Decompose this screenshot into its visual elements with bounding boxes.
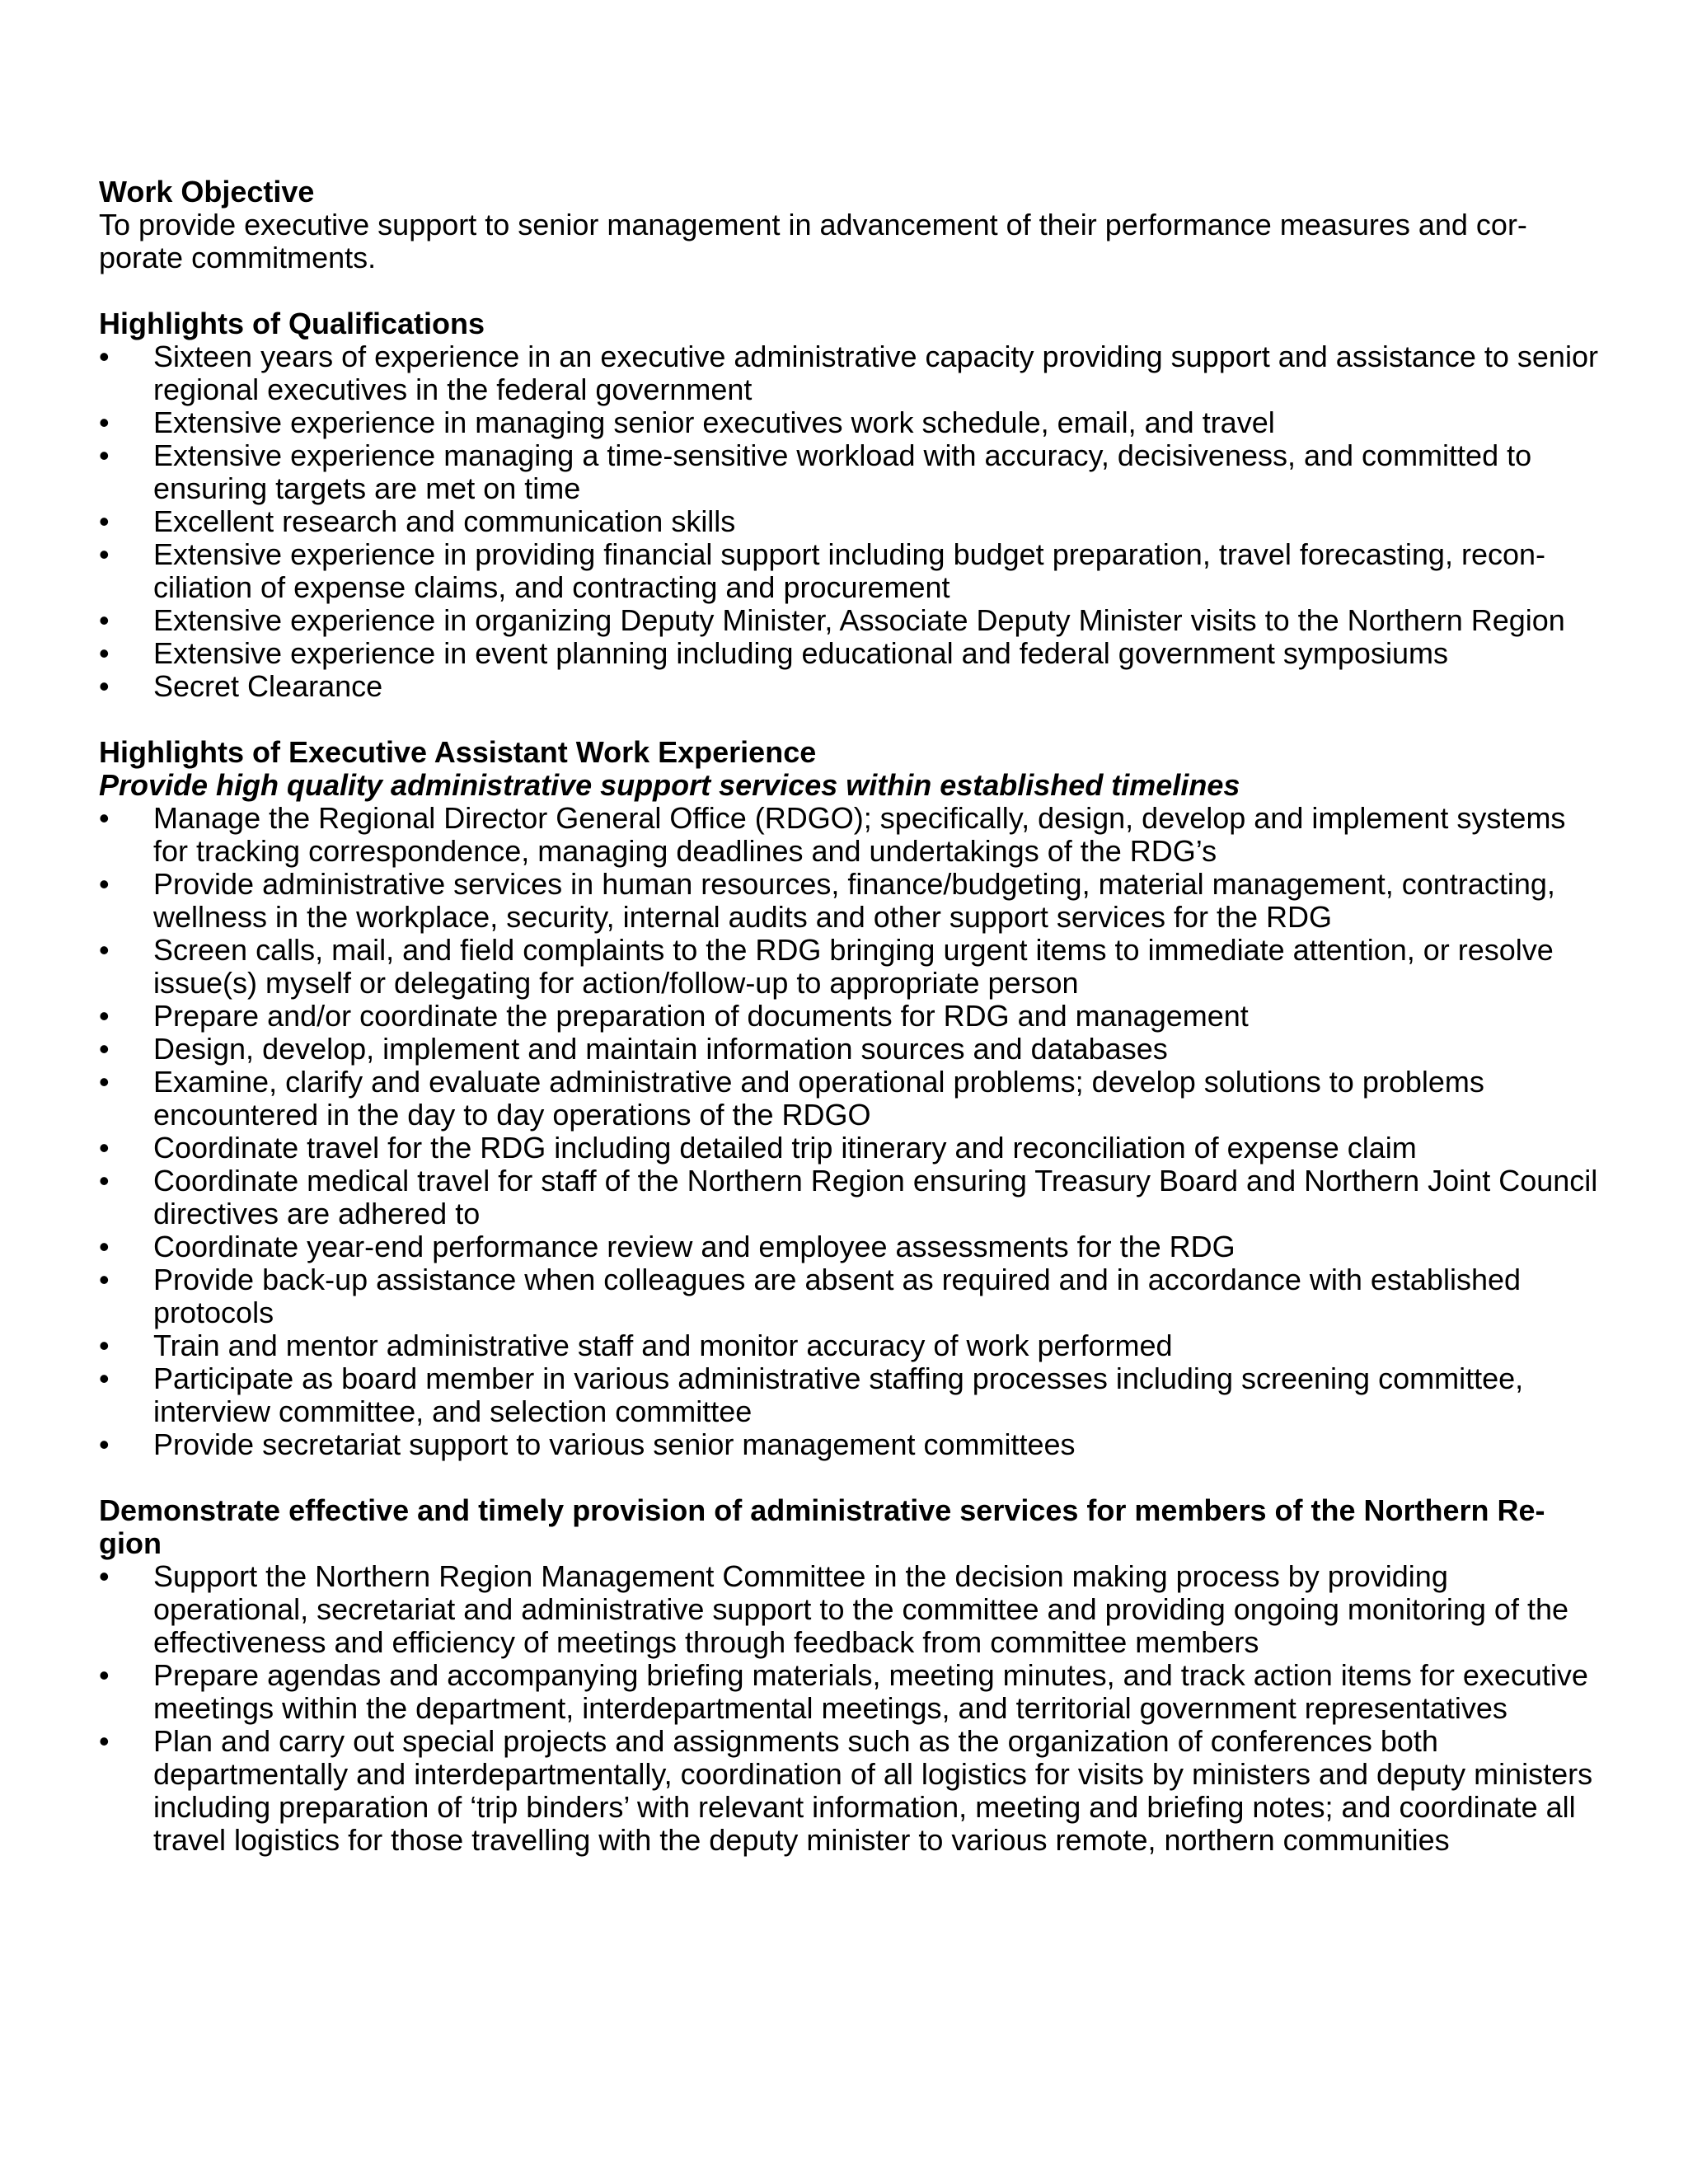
list-item-text: Coordinate year-end performance review and employee assessments for the RDG <box>153 1230 1236 1263</box>
bullet-icon: • <box>99 1131 110 1165</box>
bullet-icon: • <box>99 999 110 1033</box>
work-objective-section <box>99 176 1599 274</box>
list-item-text: Excellent research and communication skills <box>153 504 736 538</box>
bullet-icon: • <box>99 1065 110 1099</box>
qualifications-list <box>99 340 1599 703</box>
list-item <box>99 1033 1599 1066</box>
list-item <box>99 1066 1599 1132</box>
northern-region-heading-line-1: Demonstrate effective and timely provision of administrative services for members of the Northern Re- <box>99 1493 1545 1527</box>
bullet-icon: • <box>99 603 110 637</box>
bullet-icon: • <box>99 1329 110 1362</box>
bullet-icon: • <box>99 1032 110 1066</box>
northern-region-heading <box>99 1494 1599 1560</box>
bullet-icon: • <box>99 504 110 538</box>
bullet-icon: • <box>99 1559 110 1593</box>
bullet-icon: • <box>99 1361 110 1395</box>
list-item <box>99 1230 1599 1263</box>
experience-section <box>99 736 1599 1461</box>
list-item <box>99 1132 1599 1165</box>
bullet-icon: • <box>99 933 110 967</box>
list-item-text: Extensive experience in providing financial support including budget preparation, travel forecasting, recon-ciliation of expense claims, and contracting and procurement <box>153 537 1545 604</box>
work-objective-heading: Work Objective <box>99 175 315 209</box>
list-item-text: Participate as board member in various administrative staffing processes including screening committee, interview committee, and selection committee <box>153 1361 1524 1428</box>
work-objective-text-line-1: To provide executive support to senior management in advancement of their performance measures and cor- <box>99 208 1527 241</box>
bullet-icon: • <box>99 438 110 472</box>
list-item <box>99 637 1599 670</box>
list-item <box>99 439 1599 505</box>
bullet-icon: • <box>99 537 110 571</box>
bullet-icon: • <box>99 636 110 670</box>
list-item <box>99 1560 1599 1659</box>
list-item-text: Coordinate travel for the RDG including detailed trip itinerary and reconciliation of expense claim <box>153 1131 1417 1165</box>
list-item <box>99 1329 1599 1362</box>
list-item-text: Examine, clarify and evaluate administrative and operational problems; develop solutions to problems encountered in the day to day operations of the RDGO <box>153 1065 1484 1132</box>
bullet-icon: • <box>99 1164 110 1197</box>
list-item-text: Prepare and/or coordinate the preparation of documents for RDG and management <box>153 999 1249 1033</box>
list-item <box>99 340 1599 406</box>
list-item-text: Support the Northern Region Management Committee in the decision making process by providing operational, secretariat and administrative support to the committee and providing ongoing monitoring of the effectiveness and efficiency of meetings through feedback from committee members <box>153 1559 1568 1659</box>
list-item-text: Manage the Regional Director General Office (RDGO); specifically, design, develop and implement systems for tracking correspondence, managing deadlines and undertakings of the RDG’s <box>153 801 1566 868</box>
resume-page <box>99 176 1599 1857</box>
bullet-icon: • <box>99 405 110 439</box>
list-item <box>99 934 1599 1000</box>
list-item-text: Screen calls, mail, and field complaints to the RDG bringing urgent items to immediate attention, or resolve issue(s) myself or delegating for action/follow-up to appropriate person <box>153 933 1554 1000</box>
list-item <box>99 1165 1599 1230</box>
list-item-text: Provide back-up assistance when colleagues are absent as required and in accordance with established protocols <box>153 1263 1522 1329</box>
list-item-text: Prepare agendas and accompanying briefing materials, meeting minutes, and track action items for executive meetings within the department, interdepartmental meetings, and territorial government representatives <box>153 1658 1588 1725</box>
bullet-icon: • <box>99 1230 110 1263</box>
list-item-text: Coordinate medical travel for staff of the Northern Region ensuring Treasury Board and Northern Joint Council directives are adhered to <box>153 1164 1598 1230</box>
list-item <box>99 868 1599 934</box>
list-item <box>99 670 1599 703</box>
bullet-icon: • <box>99 1658 110 1692</box>
bullet-icon: • <box>99 867 110 901</box>
list-item <box>99 538 1599 604</box>
list-item-text: Secret Clearance <box>153 669 383 703</box>
list-item-text: Extensive experience managing a time-sensitive workload with accuracy, decisiveness, and committed to ensuring targets are met on time <box>153 438 1532 505</box>
bullet-icon: • <box>99 801 110 835</box>
experience-heading: Highlights of Executive Assistant Work Experience <box>99 735 817 769</box>
bullet-icon: • <box>99 1263 110 1296</box>
experience-subheading: Provide high quality administrative support services within established timelines <box>99 768 1240 802</box>
list-item-text: Provide secretariat support to various senior management committees <box>153 1427 1076 1461</box>
list-item-text: Train and mentor administrative staff and monitor accuracy of work performed <box>153 1329 1173 1362</box>
bullet-icon: • <box>99 669 110 703</box>
list-item <box>99 1725 1599 1857</box>
list-item <box>99 1428 1599 1461</box>
work-objective-text-line-2: porate commitments. <box>99 241 377 274</box>
bullet-icon: • <box>99 340 110 373</box>
list-item-text: Design, develop, implement and maintain information sources and databases <box>153 1032 1168 1066</box>
list-item <box>99 505 1599 538</box>
list-item <box>99 1000 1599 1033</box>
qualifications-heading: Highlights of Qualifications <box>99 307 485 340</box>
qualifications-section <box>99 307 1599 703</box>
work-objective-text <box>99 209 1599 274</box>
list-item-text: Sixteen years of experience in an executive administrative capacity providing support and assistance to senior regional executives in the federal government <box>153 340 1598 406</box>
list-item-text: Provide administrative services in human resources, finance/budgeting, material management, contracting, wellness in the workplace, security, internal audits and other support services for the RDG <box>153 867 1555 934</box>
list-item-text: Plan and carry out special projects and assignments such as the organization of conferences both departmentally and interdepartmentally, coordination of all logistics for visits by ministers and deputy ministers including preparation of ‘trip binders’ with relevant information, meeting and briefing notes; and coordinate all travel logistics for those travelling with the deputy minister to various remote, northern communities <box>153 1724 1593 1857</box>
list-item <box>99 1659 1599 1725</box>
northern-region-list <box>99 1560 1599 1857</box>
list-item <box>99 406 1599 439</box>
list-item <box>99 802 1599 868</box>
list-item <box>99 604 1599 637</box>
bullet-icon: • <box>99 1427 110 1461</box>
list-item-text: Extensive experience in managing senior executives work schedule, email, and travel <box>153 405 1275 439</box>
list-item <box>99 1263 1599 1329</box>
experience-list <box>99 802 1599 1461</box>
northern-region-heading-line-2: gion <box>99 1526 162 1560</box>
list-item <box>99 1362 1599 1428</box>
bullet-icon: • <box>99 1724 110 1758</box>
northern-region-section <box>99 1494 1599 1857</box>
list-item-text: Extensive experience in organizing Deputy Minister, Associate Deputy Minister visits to the Northern Region <box>153 603 1565 637</box>
list-item-text: Extensive experience in event planning including educational and federal government symposiums <box>153 636 1448 670</box>
